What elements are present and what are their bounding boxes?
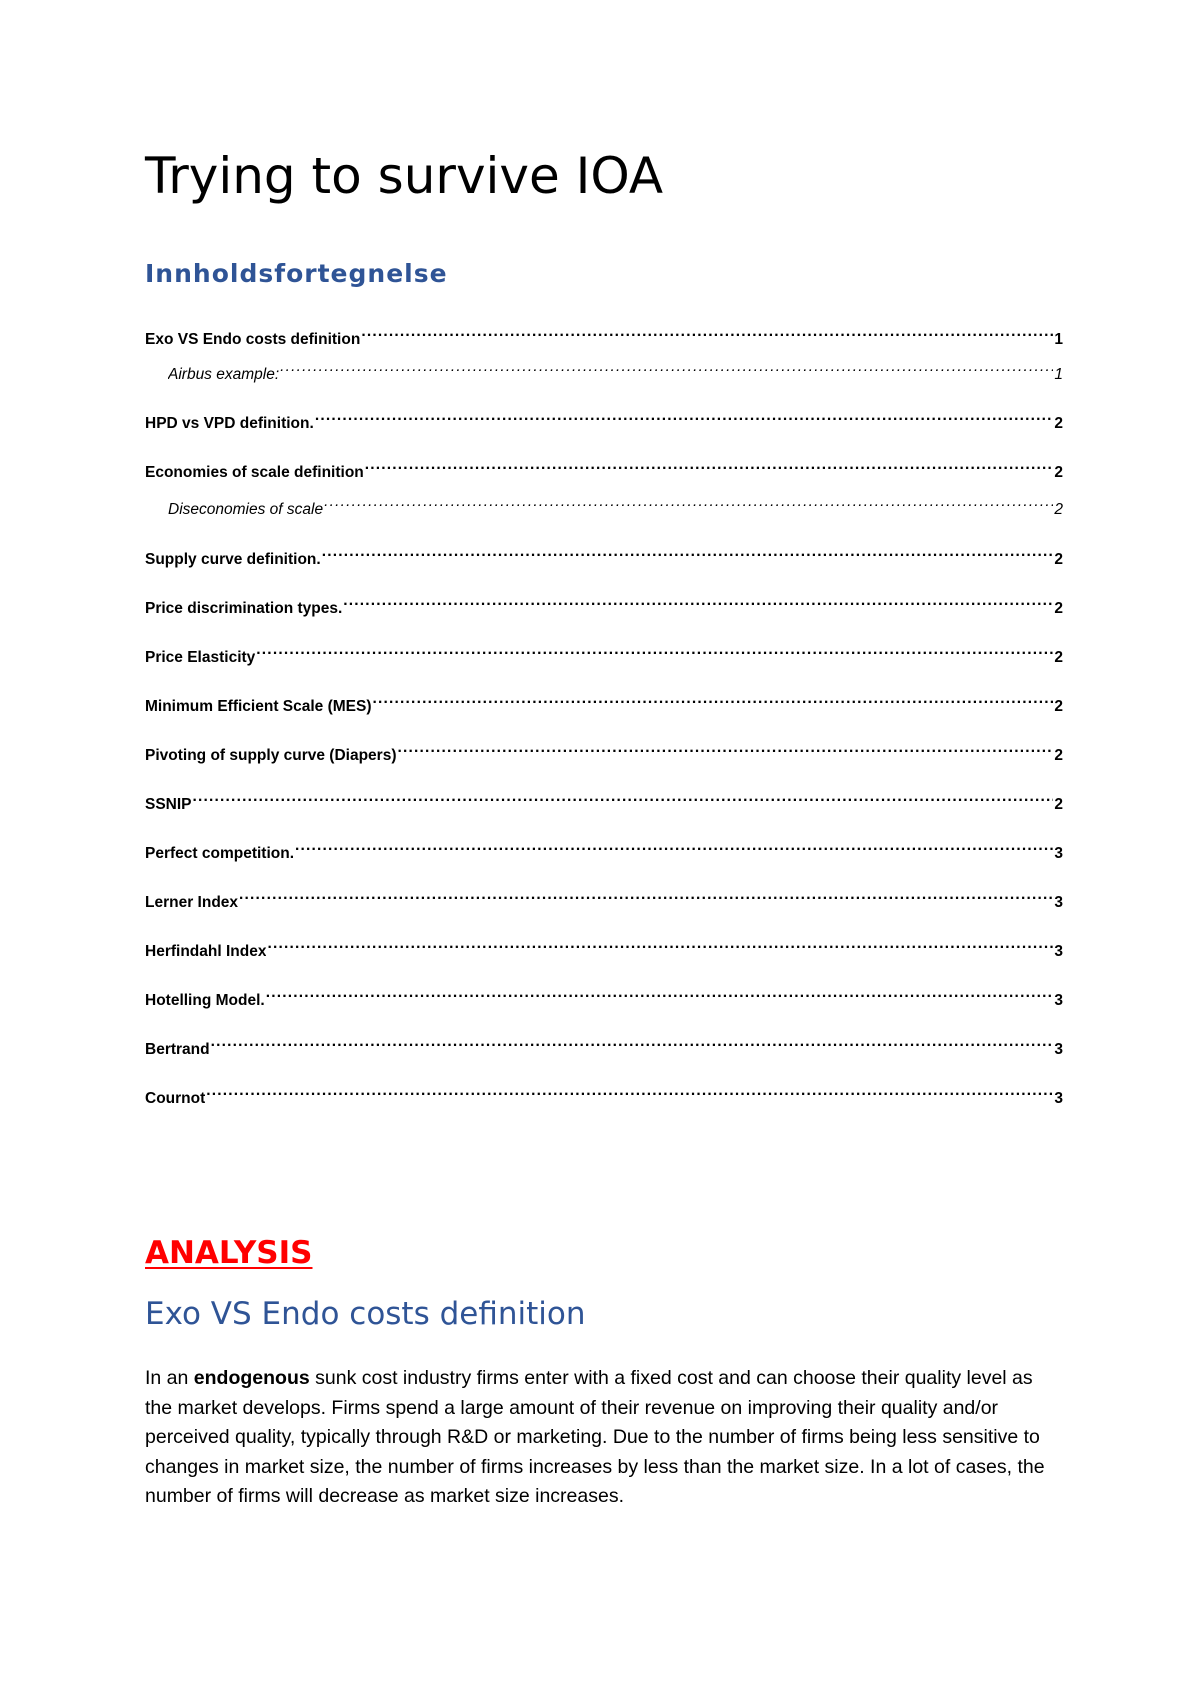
toc-entry[interactable]: [168, 490, 1063, 518]
toc-entry[interactable]: [145, 1079, 1063, 1107]
toc-entry[interactable]: [145, 932, 1063, 960]
toc-dot-leader: [324, 490, 1053, 514]
toc-page-number: 2: [1054, 698, 1063, 715]
toc-dot-leader: [267, 932, 1053, 956]
toc-entry[interactable]: [145, 785, 1063, 813]
toc-dot-leader: [193, 785, 1054, 809]
toc-page-number: 2: [1054, 796, 1063, 813]
toc-dot-leader: [211, 1030, 1054, 1054]
toc-entry-label: Perfect competition.: [145, 845, 294, 862]
toc-entry-label: Minimum Efficient Scale (MES): [145, 698, 372, 715]
paragraph-intro: In an: [145, 1367, 194, 1389]
toc-entry[interactable]: [145, 453, 1063, 481]
toc-entry[interactable]: [145, 687, 1063, 715]
paragraph-rest: sunk cost industry firms enter with a fixed cost and can choose their quality level as the market develops. Firms spend a large amount of their revenue on improving their quality and/or perceived quality, typically through R&D or marketing. Due to the number of firms being less sensitive to changes in market size, the number of firms increases by less than the market size. In a lot of cases, the number of firms will decrease as market size increases.: [145, 1367, 1045, 1507]
toc-entry[interactable]: [145, 736, 1063, 764]
toc-entry[interactable]: [145, 540, 1063, 568]
toc-page-number: 3: [1054, 845, 1063, 862]
toc-dot-leader: [239, 883, 1053, 907]
toc-entry[interactable]: [168, 355, 1063, 383]
toc-page-number: 1: [1054, 331, 1063, 348]
toc-entry-label: Exo VS Endo costs definition: [145, 331, 361, 348]
toc-entry-label: Lerner Index: [145, 894, 239, 911]
toc-page-number: 2: [1054, 747, 1063, 764]
toc-entry[interactable]: [145, 320, 1063, 348]
toc-dot-leader: [343, 589, 1053, 613]
toc-entry-label: SSNIP: [145, 796, 192, 813]
toc-page-number: 3: [1054, 992, 1063, 1009]
toc-dot-leader: [206, 1079, 1053, 1103]
toc-page-number: 2: [1054, 501, 1063, 518]
toc-entry-label: Price discrimination types.: [145, 600, 343, 617]
paragraph-bold-term: endogenous: [193, 1367, 310, 1389]
toc-entry[interactable]: [145, 404, 1063, 432]
toc-dot-leader: [256, 638, 1053, 662]
toc-dot-leader: [315, 404, 1054, 428]
toc-entry[interactable]: [145, 638, 1063, 666]
toc-page-number: 2: [1054, 649, 1063, 666]
toc-dot-leader: [295, 834, 1053, 858]
toc-entry-label: Cournot: [145, 1090, 206, 1107]
toc-page-number: 3: [1054, 894, 1063, 911]
toc-dot-leader: [266, 981, 1054, 1005]
toc-page-number: 2: [1054, 551, 1063, 568]
toc-page-number: 3: [1054, 1090, 1063, 1107]
toc-page-number: 1: [1054, 366, 1063, 383]
toc-entry[interactable]: [145, 834, 1063, 862]
toc-page-number: 2: [1054, 415, 1063, 432]
body-paragraph: [145, 1364, 1045, 1512]
toc-dot-leader: [398, 736, 1054, 760]
toc-entry-label: Price Elasticity: [145, 649, 256, 666]
toc-dot-leader: [365, 453, 1054, 477]
toc-heading: Innholdsfortegnelse: [145, 259, 448, 288]
toc-dot-leader: [280, 355, 1053, 379]
toc-entry-label: Economies of scale definition: [145, 464, 364, 481]
toc-entry[interactable]: [145, 1030, 1063, 1058]
document-title: Trying to survive IOA: [145, 147, 664, 205]
toc-entry-label: Hotelling Model.: [145, 992, 265, 1009]
toc-entry-label: HPD vs VPD definition.: [145, 415, 314, 432]
toc-page-number: 2: [1054, 464, 1063, 481]
toc-entry-label: Airbus example:: [168, 366, 280, 383]
toc-entry-label: Supply curve definition.: [145, 551, 321, 568]
toc-entry[interactable]: [145, 883, 1063, 911]
toc-entry[interactable]: [145, 589, 1063, 617]
toc-entry-label: Herfindahl Index: [145, 943, 267, 960]
toc-entry-label: Pivoting of supply curve (Diapers): [145, 747, 397, 764]
toc-dot-leader: [373, 687, 1054, 711]
toc-page-number: 3: [1054, 1041, 1063, 1058]
toc-page-number: 3: [1054, 943, 1063, 960]
analysis-heading: ANALYSIS: [145, 1235, 313, 1271]
toc-page-number: 2: [1054, 600, 1063, 617]
toc-dot-leader: [322, 540, 1054, 564]
toc-entry-label: Diseconomies of scale: [168, 501, 324, 518]
toc-entry[interactable]: [145, 981, 1063, 1009]
toc-dot-leader: [361, 320, 1053, 344]
section-subheading: Exo VS Endo costs definition: [145, 1296, 586, 1332]
toc-entry-label: Bertrand: [145, 1041, 210, 1058]
